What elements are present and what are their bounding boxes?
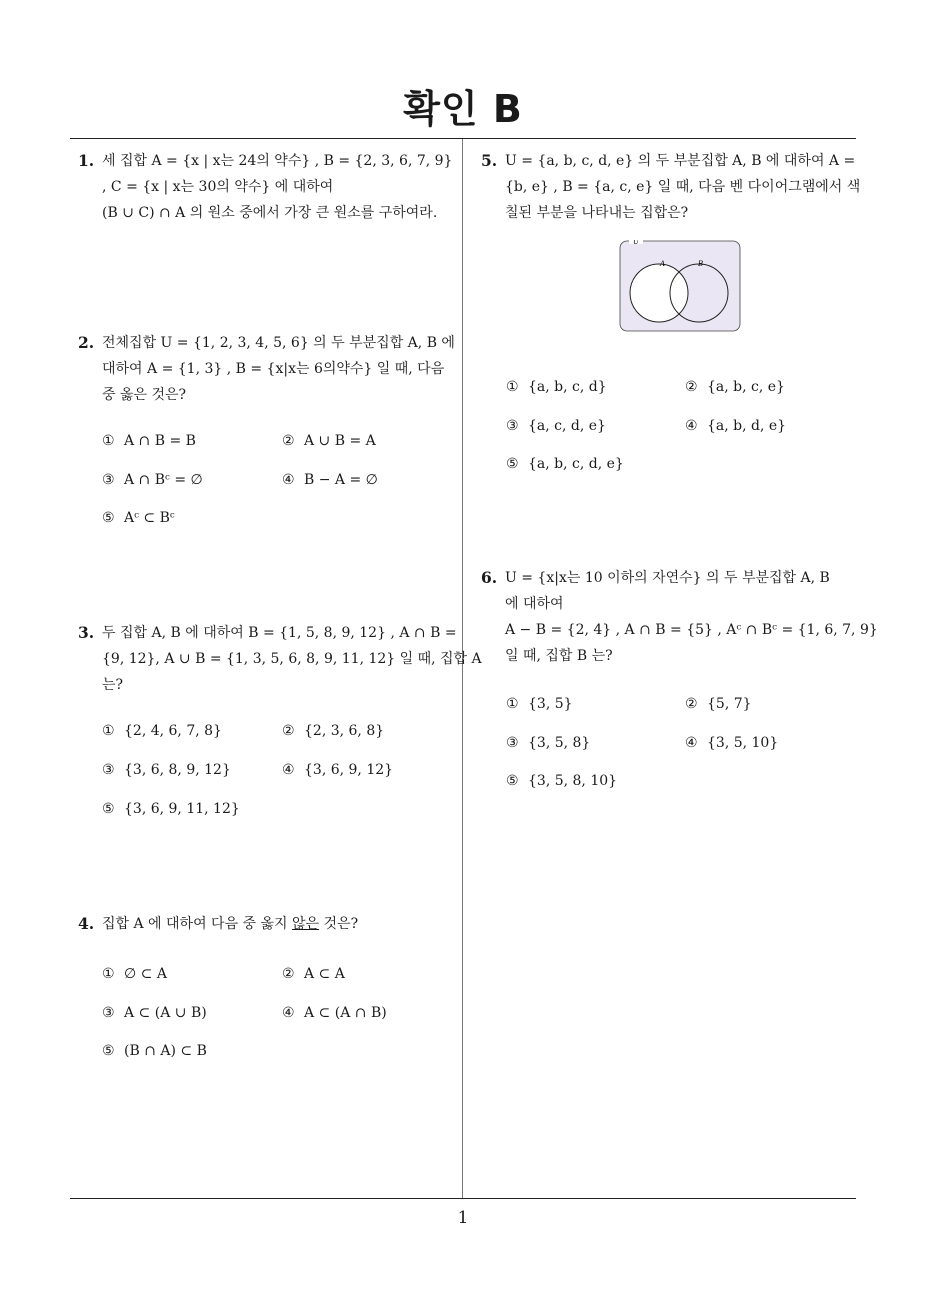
- choice-4[interactable]: ④ B − A = ∅: [282, 472, 378, 488]
- question-line: {9, 12}, A ∪ B = {1, 3, 5, 6, 8, 9, 11, 12} 일 때, 집합 A: [102, 651, 482, 667]
- choice-2[interactable]: ② {a, b, c, e}: [685, 379, 785, 395]
- question-line: 세 집합 A = {x | x는 24의 약수} , B = {2, 3, 6, 7, 9}: [102, 153, 453, 169]
- choice-5[interactable]: ⑤ (B ∩ A) ⊂ B: [102, 1043, 207, 1059]
- choice-4[interactable]: ④ {3, 5, 10}: [685, 735, 779, 751]
- page-title: 확인 B: [403, 87, 523, 131]
- question-line: 대하여 A = {1, 3} , B = {x|x는 6의약수} 일 때, 다음: [102, 361, 445, 377]
- question-line: , C = {x | x는 30의 약수} 에 대하여: [102, 179, 334, 195]
- choice-5[interactable]: ⑤ {3, 5, 8, 10}: [506, 773, 618, 789]
- question-line: {b, e} , B = {a, c, e} 일 때, 다음 벤 다이어그램에서 색: [505, 179, 861, 195]
- choice-1[interactable]: ① A ∩ B = B: [102, 433, 196, 449]
- page-number: 1: [457, 1208, 469, 1228]
- choice-1[interactable]: ① ∅ ⊂ A: [102, 966, 167, 982]
- choice-2[interactable]: ② A ⊂ A: [282, 966, 345, 982]
- question-line: A − B = {2, 4} , A ∩ B = {5} , Aᶜ ∩ Bᶜ = {1, 6, 7, 9}: [505, 622, 878, 638]
- question-6: [481, 565, 878, 669]
- choice-2[interactable]: ② {2, 3, 6, 8}: [282, 723, 385, 739]
- question-3: [78, 620, 482, 698]
- question-4: [78, 911, 358, 937]
- question-line: 집합 A 에 대하여 다음 중 옳지 않은 것은?: [102, 916, 359, 932]
- venn-diagram: [619, 240, 741, 332]
- question-line: 전체집합 U = {1, 2, 3, 4, 5, 6} 의 두 부분집합 A, B 에: [102, 335, 455, 351]
- question-5: [481, 148, 860, 226]
- question-number: 5.: [481, 151, 498, 170]
- question-number: 2.: [78, 333, 95, 352]
- choice-3[interactable]: ③ {3, 5, 8}: [506, 735, 591, 751]
- question-line: U = {x|x는 10 이하의 자연수} 의 두 부분집합 A, B: [505, 570, 830, 586]
- question-number: 3.: [78, 623, 95, 642]
- question-line: (B ∪ C) ∩ A 의 원소 중에서 가장 큰 원소를 구하여라.: [102, 205, 438, 221]
- choice-5[interactable]: ⑤ {3, 6, 9, 11, 12}: [102, 801, 240, 817]
- question-line: 두 집합 A, B 에 대하여 B = {1, 5, 8, 9, 12} , A ∩ B =: [102, 625, 457, 641]
- set-b-label: B: [698, 260, 704, 268]
- choice-4[interactable]: ④ {3, 6, 9, 12}: [282, 762, 394, 778]
- choice-5[interactable]: ⑤ Aᶜ ⊂ Bᶜ: [102, 510, 175, 526]
- choice-1[interactable]: ① {a, b, c, d}: [506, 379, 607, 395]
- question-line: 는?: [102, 677, 124, 693]
- question-line: 중 옳은 것은?: [102, 387, 187, 403]
- choice-3[interactable]: ③ {3, 6, 8, 9, 12}: [102, 762, 231, 778]
- question-1: [78, 148, 452, 226]
- question-line: 칠된 부분을 나타내는 집합은?: [505, 205, 689, 221]
- set-a-label: A: [660, 260, 666, 268]
- choice-2[interactable]: ② {5, 7}: [685, 696, 752, 712]
- set-a-circle: [630, 264, 688, 322]
- choice-3[interactable]: ③ {a, c, d, e}: [506, 418, 606, 434]
- question-number: 4.: [78, 914, 95, 933]
- choice-1[interactable]: ① {2, 4, 6, 7, 8}: [102, 723, 222, 739]
- underlined-word: 않은: [292, 916, 320, 932]
- top-rule: [70, 138, 856, 139]
- question-number: 6.: [481, 568, 498, 587]
- choice-2[interactable]: ② A ∪ B = A: [282, 433, 376, 449]
- question-2: [78, 330, 455, 408]
- choice-3[interactable]: ③ A ∩ Bᶜ = ∅: [102, 472, 203, 488]
- choice-3[interactable]: ③ A ⊂ (A ∪ B): [102, 1005, 207, 1021]
- choice-4[interactable]: ④ A ⊂ (A ∩ B): [282, 1005, 387, 1021]
- universe-label: U: [633, 240, 639, 246]
- question-line: U = {a, b, c, d, e} 의 두 부분집합 A, B 에 대하여 A =: [505, 153, 856, 169]
- bottom-rule: [70, 1198, 856, 1199]
- choice-1[interactable]: ① {3, 5}: [506, 696, 573, 712]
- question-number: 1.: [78, 151, 95, 170]
- choice-4[interactable]: ④ {a, b, d, e}: [685, 418, 787, 434]
- question-line: 일 때, 집합 B 는?: [505, 648, 613, 664]
- question-line: 에 대하여: [505, 596, 564, 612]
- choice-5[interactable]: ⑤ {a, b, c, d, e}: [506, 456, 624, 472]
